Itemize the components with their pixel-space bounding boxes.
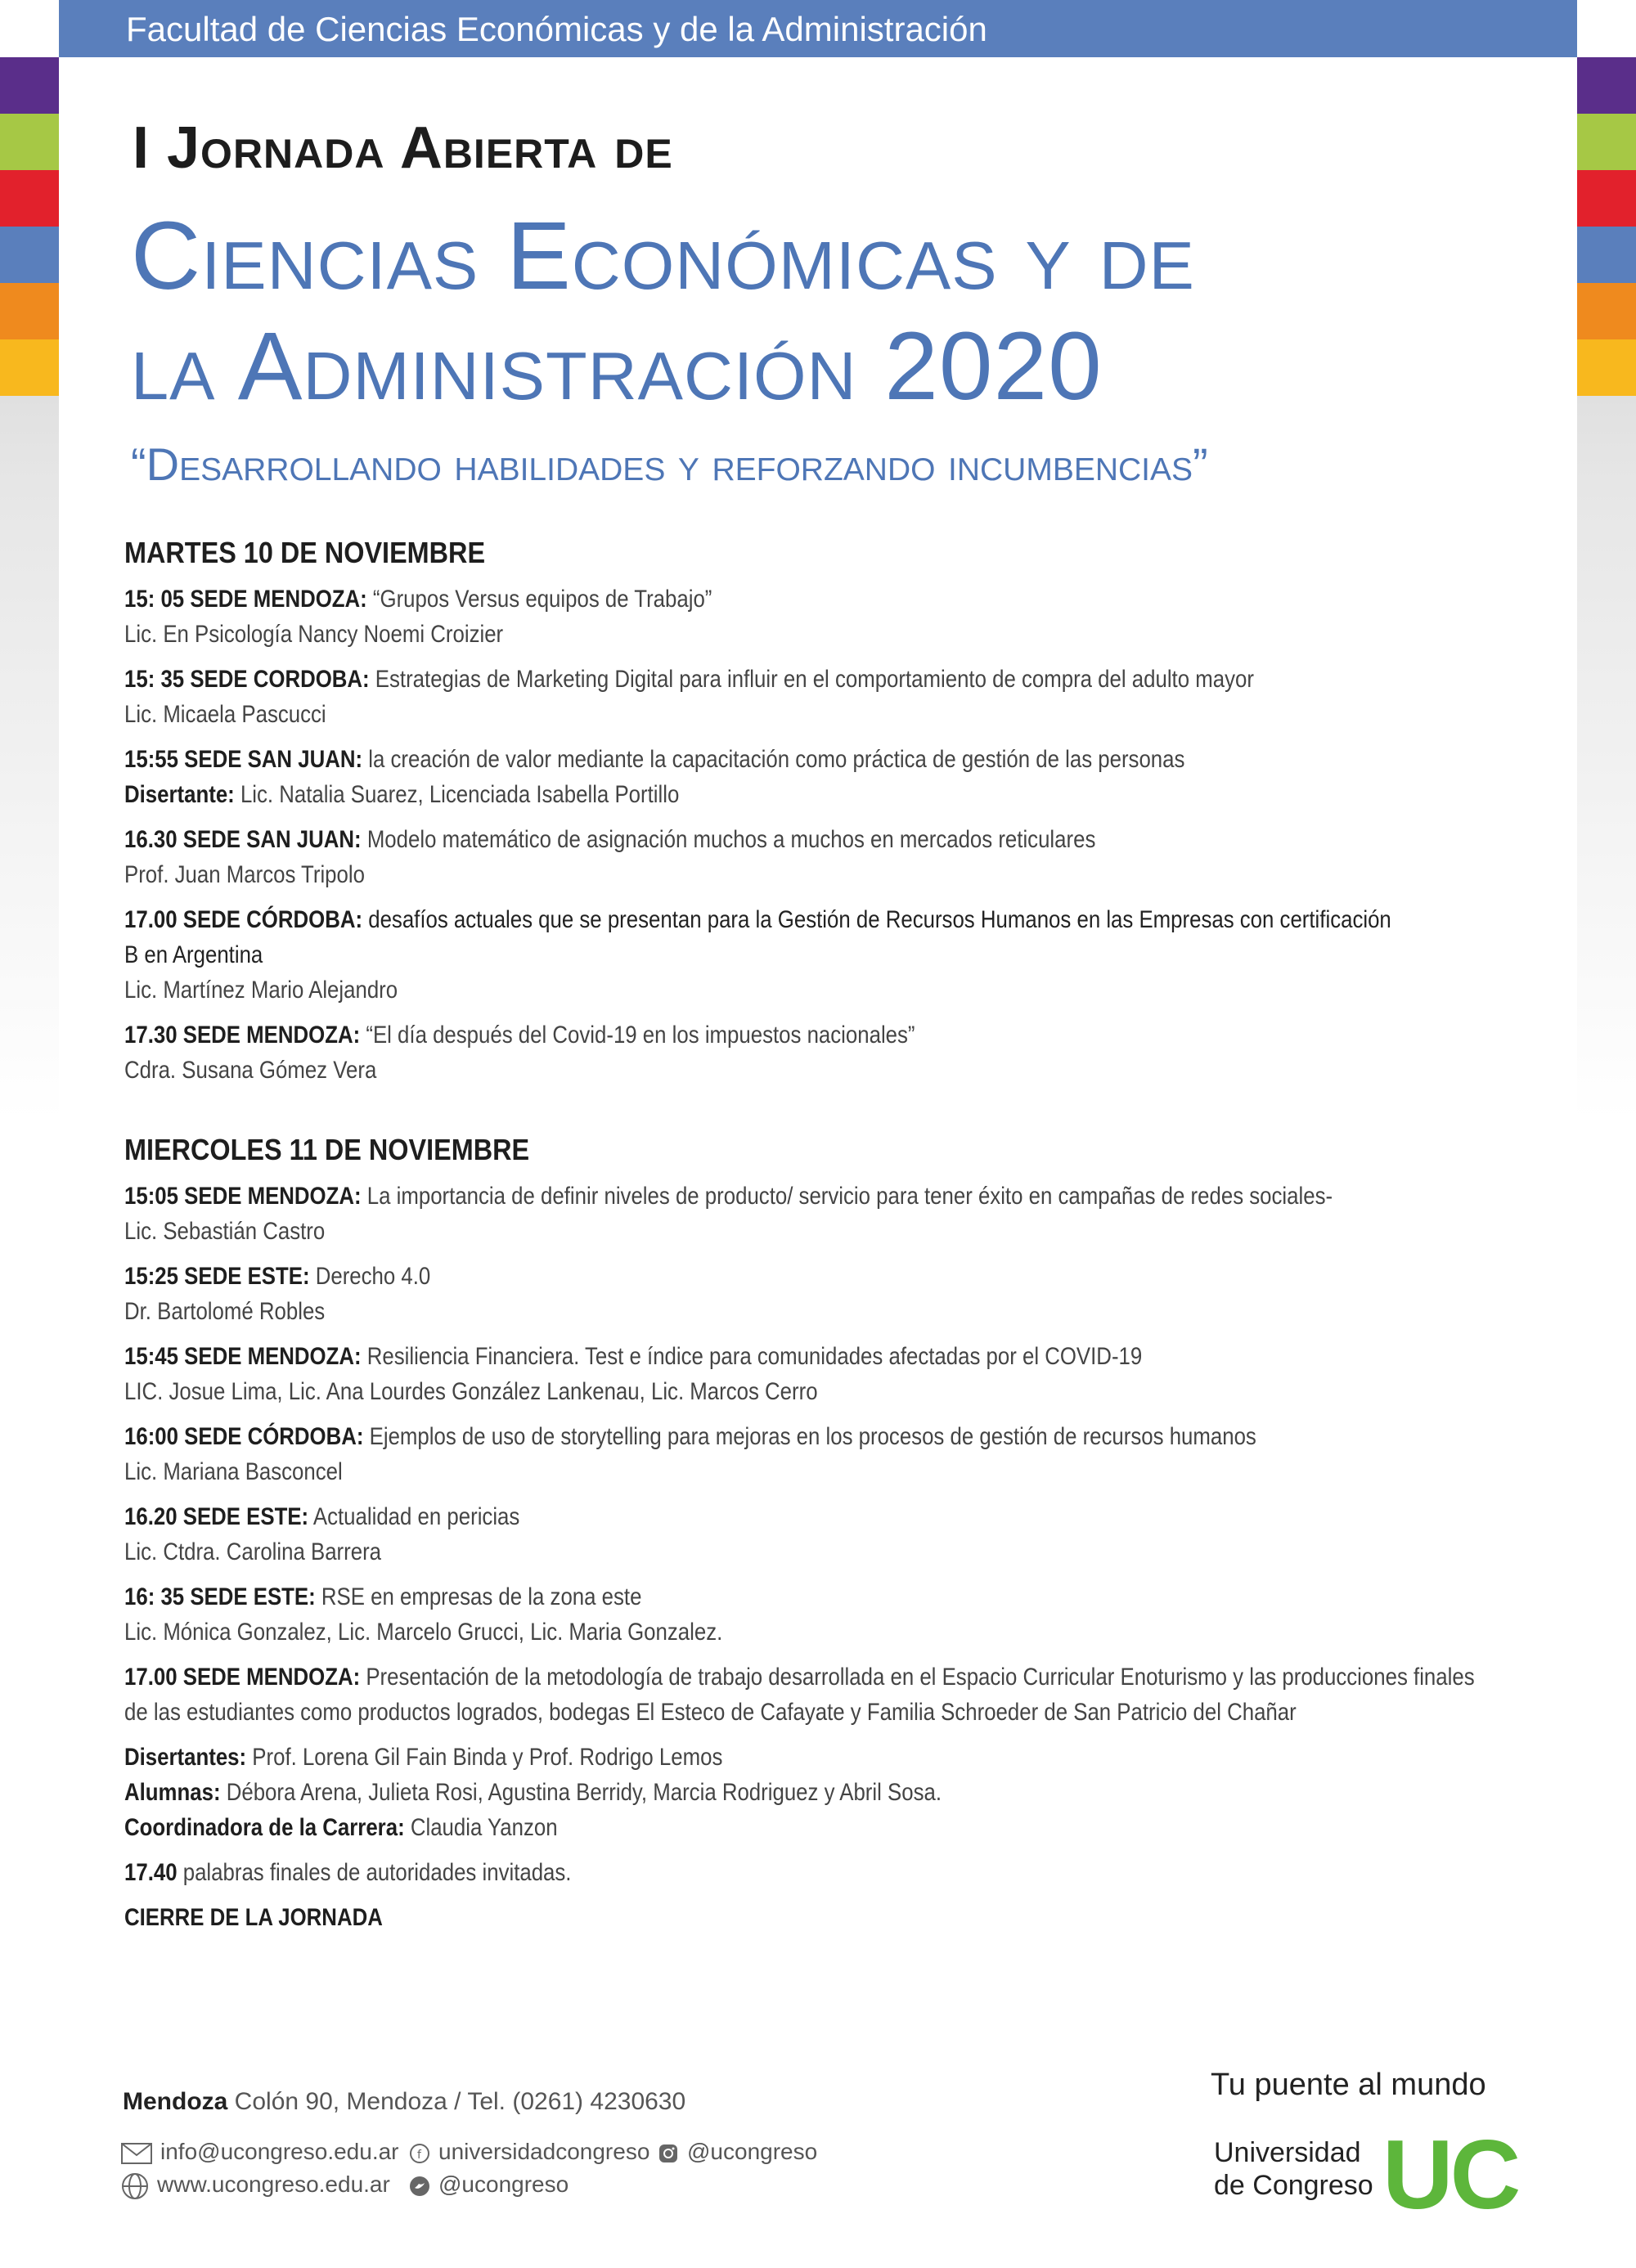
entry-topic-continued: de las estudiantes como productos logrados, bodegas El Esteco de Cafayate y Familia Schroeder de San Patricio del Chañar (124, 1699, 1297, 1726)
day-schedule-2 (124, 1133, 1475, 1935)
color-strip (1577, 57, 1636, 114)
schedule-entry (124, 1579, 1466, 1650)
entry-time: 15: 35 SEDE CORDOBA: (124, 666, 370, 693)
color-strip (1577, 283, 1636, 339)
entry-speaker: Lic. Martínez Mario Alejandro (124, 977, 398, 1004)
left-color-strips (0, 57, 59, 396)
day-schedule-1 (124, 536, 1466, 1098)
university-name-line1: Universidad (1214, 2137, 1361, 2168)
color-strip (0, 114, 59, 170)
schedule-entry (124, 1419, 1466, 1489)
entry-speaker: Lic. Sebastián Castro (124, 1218, 326, 1245)
footer-address (123, 2088, 685, 2116)
closing-label: CIERRE DE LA JORNADA (124, 1904, 383, 1931)
entry-speaker: LIC. Josue Lima, Lic. Ana Lourdes González Lankenau, Lic. Marcos Cerro (124, 1378, 818, 1405)
closing-time: 17.40 (124, 1859, 178, 1886)
entry-time: 16: 35 SEDE ESTE: (124, 1583, 316, 1610)
uc-logo: UC (1382, 2120, 1518, 2230)
entry-speaker: Lic. Mariana Basconcel (124, 1458, 343, 1485)
schedule-entry (124, 822, 1466, 892)
credit-value: Claudia Yanzon (404, 1814, 558, 1841)
entry-time: 15:25 SEDE ESTE: (124, 1263, 310, 1290)
entry-speaker: Dr. Bartolomé Robles (124, 1298, 326, 1325)
entry-time: 16.30 SEDE SAN JUAN: (124, 826, 362, 853)
entry-topic: RSE en empresas de la zona este (315, 1583, 642, 1610)
entry-topic: “El día después del Covid-19 en los impuestos nacionales” (360, 1022, 915, 1049)
color-strip (0, 57, 59, 114)
entry-speaker: Lic. Ctdra. Carolina Barrera (124, 1538, 382, 1565)
instagram-icon (658, 2143, 679, 2164)
right-color-strips (1577, 57, 1636, 396)
entry-topic: Ejemplos de uso de storytelling para mejoras en los procesos de gestión de recursos humanos (363, 1423, 1256, 1450)
entry-topic: la creación de valor mediante la capacitación como práctica de gestión de las personas (362, 746, 1185, 773)
schedule-entry (124, 662, 1466, 732)
instagram-text: @ucongreso (687, 2139, 818, 2164)
entry-topic: desafíos actuales que se presentan para la Gestión de Recursos Humanos en las Empresas con certificación (362, 906, 1391, 933)
day-heading: MARTES 10 DE NOVIEMBRE (124, 536, 486, 569)
twitter-icon (409, 2176, 430, 2197)
web-text: www.ucongreso.edu.ar (157, 2171, 390, 2197)
globe-icon (121, 2172, 149, 2200)
color-strip (0, 170, 59, 227)
mail-icon (121, 2143, 152, 2164)
event-subtitle: “Desarrollando habilidades y reforzando incumbencias” (131, 438, 1208, 490)
credit-label: Coordinadora de la Carrera: (124, 1814, 405, 1841)
entry-topic: La importancia de definir niveles de producto/ servicio para tener éxito en campañas de redes sociales- (361, 1183, 1333, 1210)
schedule-entry (124, 742, 1466, 812)
color-strip (1577, 227, 1636, 283)
facebook-contact[interactable] (409, 2139, 649, 2165)
twitter-contact[interactable] (409, 2171, 569, 2198)
instagram-contact[interactable] (658, 2139, 817, 2165)
entry-topic: “Grupos Versus equipos de Trabajo” (366, 586, 712, 613)
entry-topic: Derecho 4.0 (309, 1263, 431, 1290)
schedule-entry (124, 1259, 1466, 1329)
entry-topic: Resiliencia Financiera. Test e índice para comunidades afectadas por el COVID-19 (361, 1343, 1143, 1370)
event-title-line1: I Jornada Abierta de (133, 115, 673, 181)
entry-time: 16:00 SEDE CÓRDOBA: (124, 1423, 364, 1450)
entry-topic: Actualidad en pericias (308, 1503, 520, 1530)
color-strip (0, 227, 59, 283)
entry-time: 17.00 SEDE MENDOZA: (124, 1664, 361, 1691)
schedule-entry (124, 1659, 1475, 1730)
entry-topic: Presentación de la metodología de trabajo desarrollada en el Espacio Curricular Enoturismo y las producciones finales (360, 1664, 1475, 1691)
schedule-entry (124, 1017, 1466, 1088)
entry-speaker: Lic. Mónica Gonzalez, Lic. Marcelo Grucci, Lic. Maria Gonzalez. (124, 1619, 723, 1646)
credit-value: Prof. Lorena Gil Fain Binda y Prof. Rodrigo Lemos (246, 1744, 723, 1771)
credit-label: Disertantes: (124, 1744, 247, 1771)
brand-tagline: Tu puente al mundo (1211, 2068, 1486, 2102)
color-strip (0, 283, 59, 339)
faculty-name: Facultad de Ciencias Económicas y de la Administración (126, 10, 987, 48)
entry-time: 17.00 SEDE CÓRDOBA: (124, 906, 363, 933)
email-text: info@ucongreso.edu.ar (160, 2139, 399, 2164)
event-title-line3: la Administración 2020 (131, 312, 1103, 420)
schedule-entry (124, 1179, 1466, 1249)
header-bar (59, 0, 1577, 57)
entry-speaker: Lic. Natalia Suarez, Licenciada Isabella Portillo (234, 781, 680, 808)
email-contact[interactable] (121, 2139, 399, 2165)
schedule-entry (124, 582, 1466, 652)
entry-time: 15:05 SEDE MENDOZA: (124, 1183, 362, 1210)
university-name-line2: de Congreso (1214, 2170, 1373, 2201)
credits-block (124, 1740, 1466, 1845)
schedule-entry (124, 1499, 1466, 1570)
entry-time: 17.30 SEDE MENDOZA: (124, 1022, 361, 1049)
entry-time: 15: 05 SEDE MENDOZA: (124, 586, 367, 613)
facebook-icon (409, 2143, 430, 2164)
university-name (1214, 2136, 1373, 2202)
color-strip (0, 339, 59, 396)
web-contact[interactable] (121, 2171, 390, 2200)
schedule-entry (124, 902, 1466, 1008)
color-strip (1577, 339, 1636, 396)
closing-words (124, 1855, 1466, 1890)
day-heading: MIERCOLES 11 DE NOVIEMBRE (124, 1133, 530, 1166)
entry-topic: Modelo matemático de asignación muchos a muchos en mercados reticulares (361, 826, 1096, 853)
svg-text:f: f (417, 2148, 421, 2162)
entry-time: 15:45 SEDE MENDOZA: (124, 1343, 362, 1370)
speaker-label: Disertante: (124, 781, 235, 808)
twitter-text: @ucongreso (438, 2171, 569, 2197)
entry-speaker: Lic. Micaela Pascucci (124, 701, 326, 728)
schedule-entry (124, 1339, 1466, 1409)
credit-label: Alumnas: (124, 1779, 221, 1806)
credit-value: Débora Arena, Julieta Rosi, Agustina Berridy, Marcia Rodriguez y Abril Sosa. (220, 1779, 942, 1806)
footer-address-text: Colón 90, Mendoza / Tel. (0261) 4230630 (227, 2088, 686, 2115)
entry-speaker: Cdra. Susana Gómez Vera (124, 1057, 377, 1084)
color-strip (1577, 170, 1636, 227)
entry-time: 16.20 SEDE ESTE: (124, 1503, 309, 1530)
entry-time: 15:55 SEDE SAN JUAN: (124, 746, 363, 773)
entry-topic: Estrategias de Marketing Digital para influir en el comportamiento de compra del adulto mayor (369, 666, 1254, 693)
color-strip (1577, 114, 1636, 170)
closing-text: palabras finales de autoridades invitadas. (177, 1859, 572, 1886)
entry-speaker: Lic. En Psicología Nancy Noemi Croizier (124, 621, 504, 648)
entry-speaker: Prof. Juan Marcos Tripolo (124, 861, 365, 888)
footer-city: Mendoza (123, 2088, 228, 2115)
facebook-text: universidadcongreso (438, 2139, 650, 2164)
entry-topic-continued: B en Argentina (124, 941, 263, 968)
event-title-line2: Ciencias Económicas y de (131, 202, 1195, 310)
